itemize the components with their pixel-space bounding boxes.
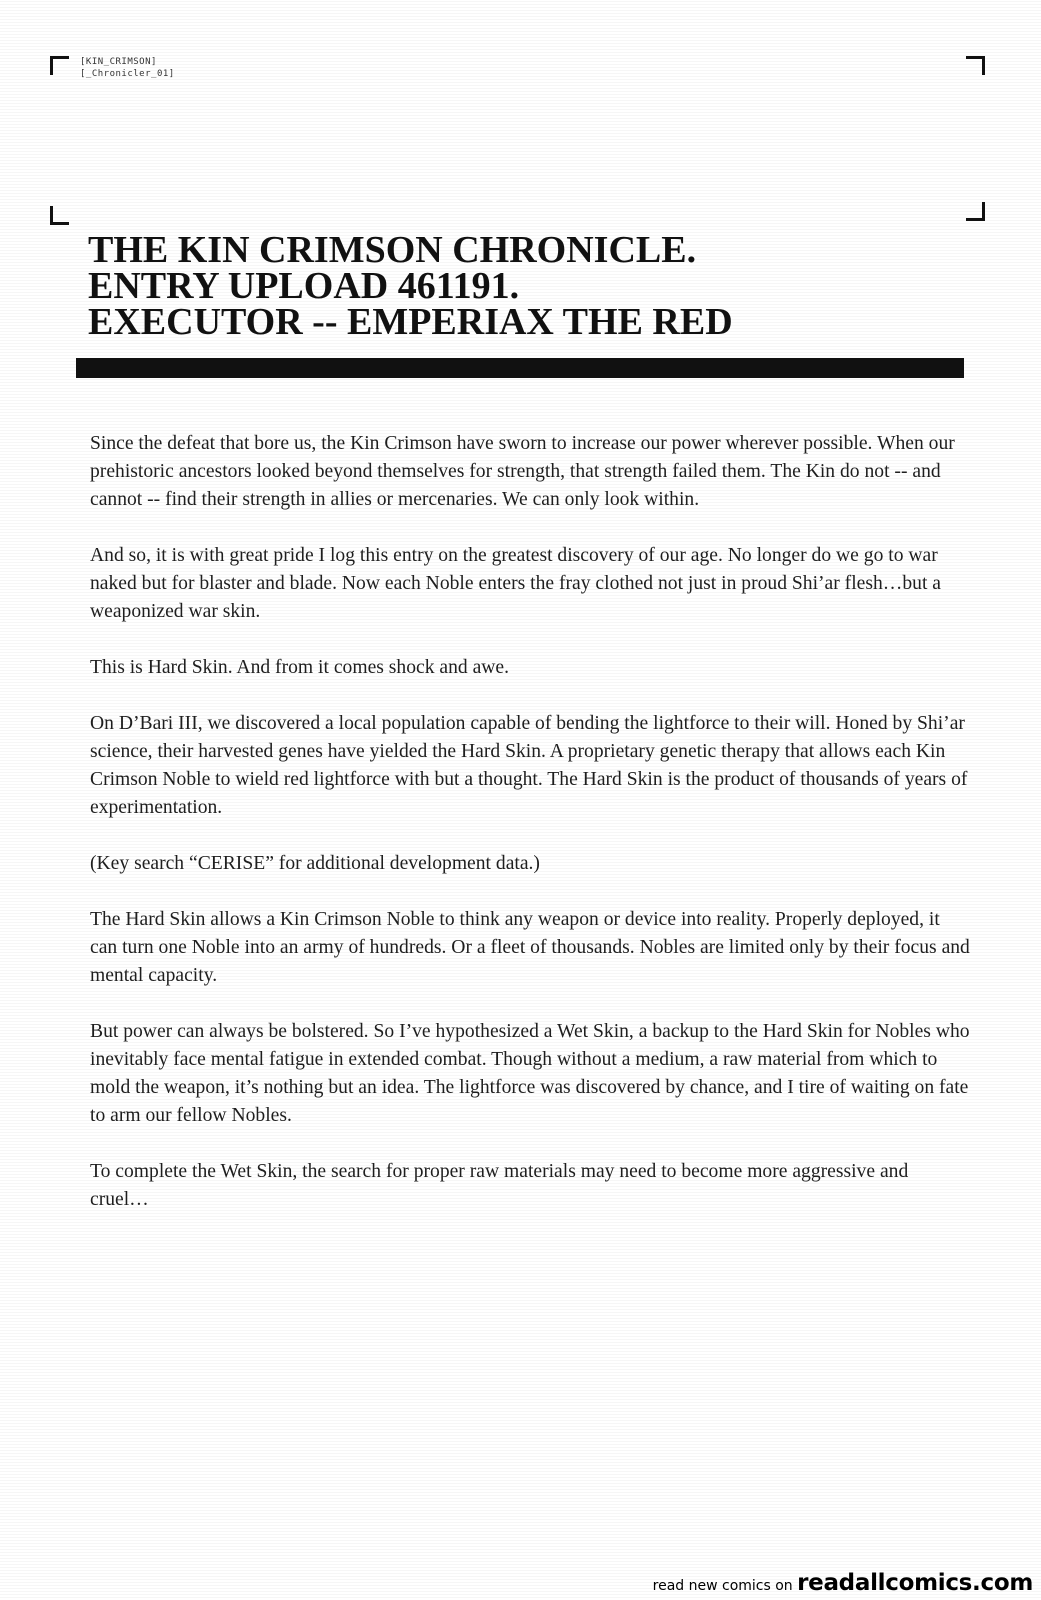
title-line-3: EXECUTOR -- EMPERIAX THE RED bbox=[88, 301, 733, 343]
footer-site-link[interactable]: readallcomics.com bbox=[797, 1570, 1033, 1596]
paragraph: And so, it is with great pride I log this entry on the greatest discovery of our age. No longer do we go to war naked but for blaster and blade. Now each Noble enters the fray clothed not just in proud Shi’ar flesh…but a weaponized war skin. bbox=[90, 545, 941, 622]
corner-bracket-bottom-left bbox=[50, 206, 69, 225]
page-title bbox=[88, 229, 968, 343]
footer-prefix: read new comics on bbox=[652, 1578, 798, 1594]
corner-bracket-bottom-right bbox=[966, 202, 985, 221]
paragraph: On D’Bari III, we discovered a local population capable of bending the lightforce to their will. Honed by Shi’ar science, their harvested genes have yielded the Hard Skin. A proprietary genetic therapy that allows each Kin Crimson Noble to wield red lightforce with but a thought. The Hard Skin is the product of thousands of years of experimentation. bbox=[90, 713, 968, 818]
title-divider-bar bbox=[76, 358, 964, 378]
title-line-2: ENTRY UPLOAD 461191. bbox=[88, 265, 520, 307]
title-line-1: THE KIN CRIMSON CHRONICLE. bbox=[88, 229, 697, 271]
header-tag-line-2: [_Chronicler_01] bbox=[80, 69, 175, 79]
corner-bracket-top-right bbox=[966, 56, 985, 75]
paragraph: (Key search “CERISE” for additional development data.) bbox=[90, 853, 540, 874]
paragraph: But power can always be bolstered. So I’ve hypothesized a Wet Skin, a backup to the Hard Skin for Nobles who inevitably face mental fatigue in extended combat. Though without a medium, a raw material from which to mold the weapon, it’s nothing but an idea. The lightforce was discovered by chance, and I tire of waiting on fate to arm our fellow Nobles. bbox=[90, 1021, 970, 1126]
corner-bracket-top-left bbox=[50, 56, 69, 75]
paragraph: The Hard Skin allows a Kin Crimson Noble to think any weapon or device into reality. Properly deployed, it can turn one Noble into an army of hundreds. Or a fleet of thousands. Nobles are limited only by their focus and mental capacity. bbox=[90, 909, 970, 986]
footer-watermark bbox=[653, 1570, 1033, 1596]
paragraph: To complete the Wet Skin, the search for proper raw materials may need to become more aggressive and cruel… bbox=[90, 1161, 909, 1210]
paragraph: Since the defeat that bore us, the Kin Crimson have sworn to increase our power wherever possible. When our prehistoric ancestors looked beyond themselves for strength, that strength failed them. The Kin do not -- and cannot -- find their strength in allies or mercenaries. We can only look within. bbox=[90, 433, 955, 510]
body-text bbox=[90, 430, 970, 1242]
paragraph: This is Hard Skin. And from it comes shock and awe. bbox=[90, 657, 510, 678]
header-tag bbox=[80, 56, 175, 80]
header-tag-line-1: [KIN_CRIMSON] bbox=[80, 57, 157, 67]
